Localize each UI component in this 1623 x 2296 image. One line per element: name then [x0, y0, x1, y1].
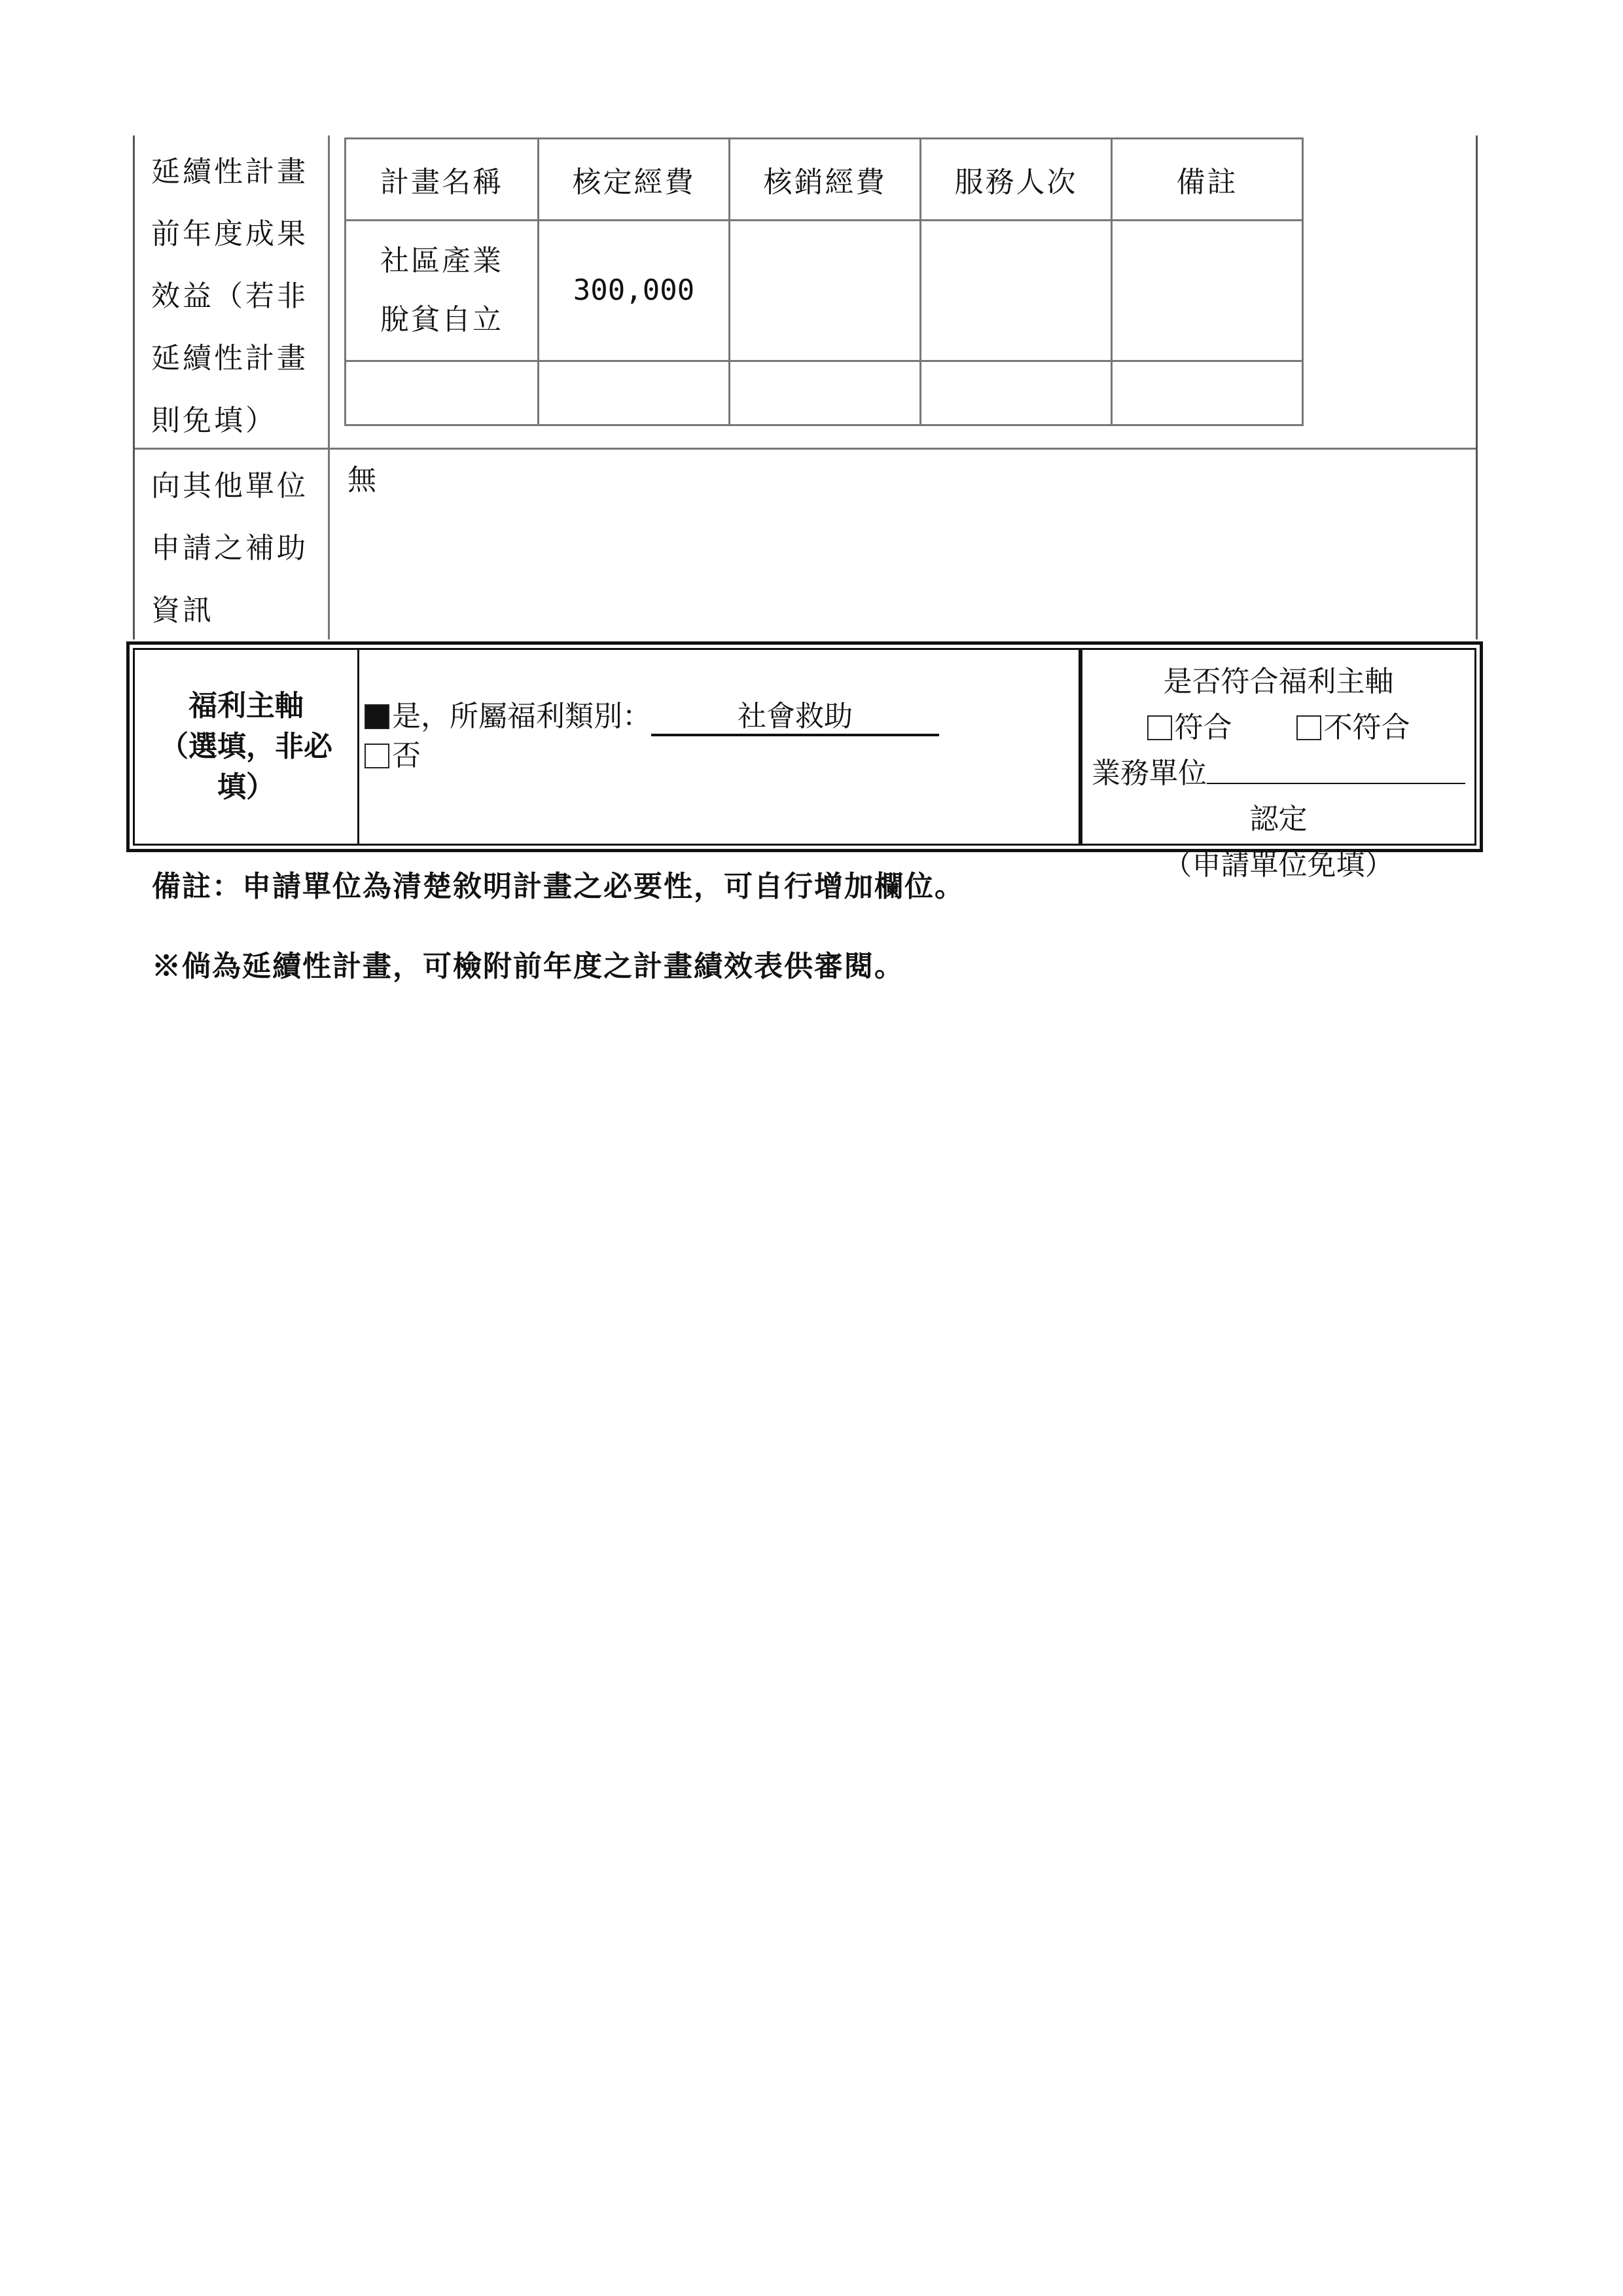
no-option — [365, 736, 1079, 776]
unit-approval-line — [1082, 751, 1474, 842]
other-subsidy-value[interactable]: 無 — [348, 463, 376, 497]
remark-note: 備註：申請單位為清楚敘明計畫之必要性，可自行增加欄位。 — [152, 870, 965, 903]
no-checkbox[interactable] — [365, 744, 389, 768]
not-comply-checkbox[interactable] — [1296, 715, 1321, 740]
label-line: 前年度成果 — [151, 217, 308, 251]
compliance-section — [1082, 650, 1474, 882]
welfare-axis-section — [126, 641, 1483, 882]
label-line: 則免填） — [151, 404, 277, 437]
header-service-count: 服務人次 — [921, 139, 1112, 221]
label-line: 申請之補助 — [151, 531, 308, 565]
header-plan-name: 計畫名稱 — [346, 139, 539, 221]
welfare-axis-label-line: 福利主軸 — [188, 689, 304, 723]
empty-cell[interactable] — [921, 361, 1112, 425]
welfare-axis-label-line: 填） — [217, 770, 275, 804]
results-header-row — [346, 139, 1303, 221]
plan-name-line: 脫貧自立 — [380, 303, 503, 336]
plan-name-line: 社區產業 — [380, 244, 503, 278]
unit-signature-field[interactable] — [1207, 757, 1465, 784]
label-line: 延續性計畫 — [151, 155, 308, 188]
compliance-title: 是否符合福利主軸 — [1163, 665, 1394, 698]
empty-cell[interactable] — [346, 361, 539, 425]
label-line: 效益（若非 — [151, 279, 308, 313]
empty-cell[interactable] — [730, 361, 921, 425]
not-comply-label: 不符合 — [1323, 711, 1410, 744]
yes-label: 是，所屬福利類別： — [392, 700, 651, 733]
no-label: 否 — [392, 739, 421, 772]
header-reimbursed-budget: 核銷經費 — [730, 139, 921, 221]
welfare-axis-label — [135, 650, 359, 844]
yes-checkbox[interactable] — [365, 704, 389, 729]
other-subsidy-label — [135, 450, 330, 639]
table-row — [346, 221, 1303, 361]
results-table — [344, 137, 1304, 426]
reimbursed-budget-cell[interactable] — [730, 221, 921, 361]
label-line: 延續性計畫 — [151, 342, 308, 375]
welfare-options — [359, 650, 1082, 844]
unit-suffix: 認定 — [1249, 802, 1308, 836]
yes-option — [365, 697, 1079, 736]
previous-year-results-row — [135, 135, 1476, 450]
previous-year-results-label — [135, 135, 330, 448]
header-approved-budget: 核定經費 — [539, 139, 730, 221]
empty-cell[interactable] — [539, 361, 730, 425]
remark-cell[interactable] — [1112, 221, 1303, 361]
unit-prefix: 業務單位 — [1092, 757, 1207, 790]
comply-checkbox[interactable] — [1147, 715, 1172, 740]
application-form-table — [133, 135, 1478, 639]
compliance-options — [1082, 705, 1474, 751]
empty-cell[interactable] — [1112, 361, 1303, 425]
header-remark: 備註 — [1112, 139, 1303, 221]
comply-label: 符合 — [1174, 711, 1232, 744]
welfare-category-field[interactable]: 社會救助 — [651, 700, 939, 736]
approved-budget-cell[interactable]: 300,000 — [539, 221, 730, 361]
welfare-axis-label-line: （選填，非必 — [160, 730, 332, 763]
other-subsidy-row — [135, 450, 1476, 639]
service-count-cell[interactable] — [921, 221, 1112, 361]
exempt-note: （申請單位免填） — [1163, 848, 1394, 882]
label-line: 向其他單位 — [151, 469, 308, 503]
plan-name-cell[interactable] — [346, 221, 539, 361]
continuation-note: ※倘為延續性計畫，可檢附前年度之計畫績效表供審閱。 — [152, 950, 904, 983]
label-line: 資訊 — [151, 594, 214, 627]
table-row — [346, 361, 1303, 425]
